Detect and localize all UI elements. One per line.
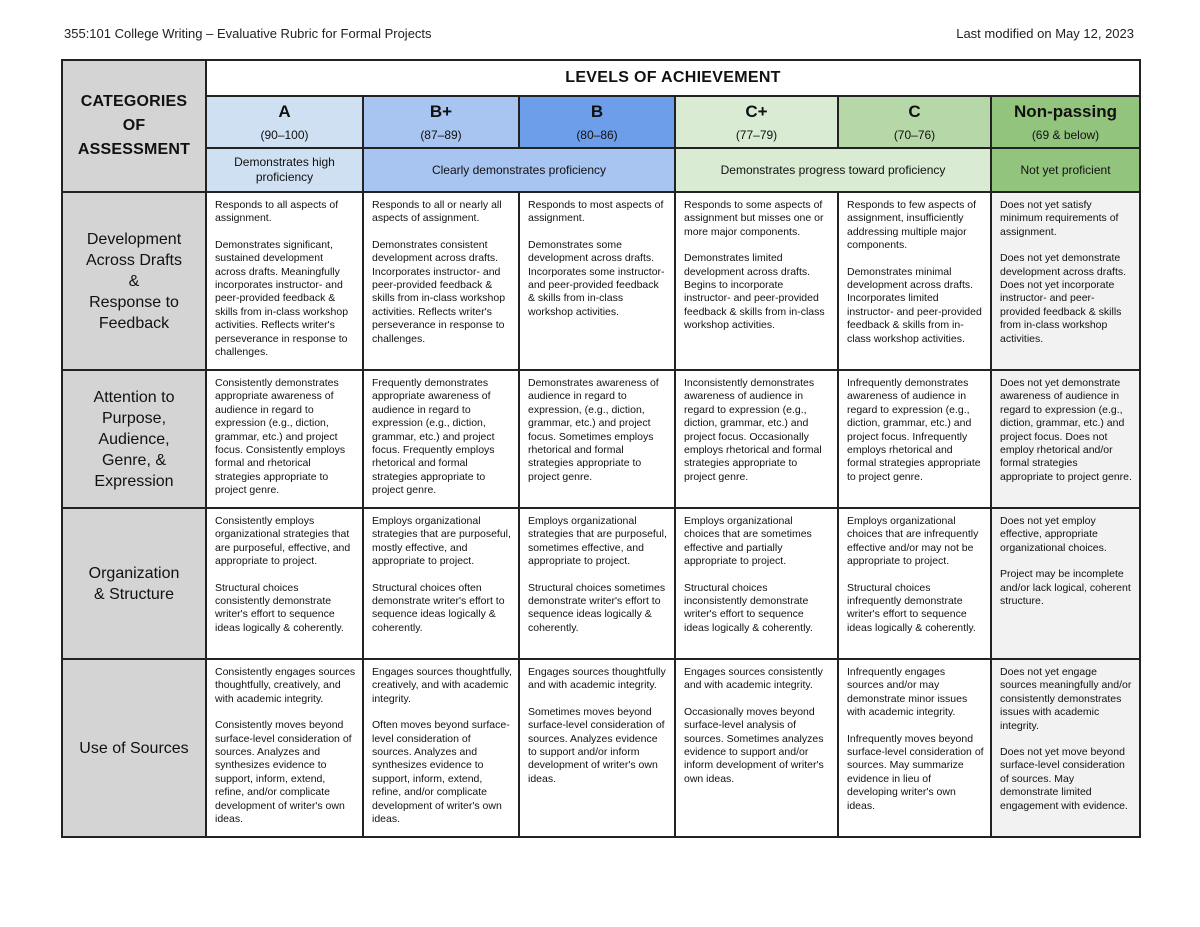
descriptor-c: Demonstrates progress toward proficiency <box>675 148 991 192</box>
rubric-cell-text: Does not yet move beyond surface-level consideration of sources. May demonstrate limited engagement with evidence. <box>1000 746 1128 812</box>
rubric-cell-text: Structural choices infrequently demonstrate writer's effort to sequence ideas logically & coherently. <box>847 581 976 634</box>
rubric-row <box>62 192 1140 370</box>
rubric-cell-text: Consistently moves beyond surface-level consideration of sources. Analyzes and synthesizes evidence to support, inform, extend, refine, and/or complicate development of writer's own ideas. <box>215 719 352 826</box>
rubric-cell-text: Does not yet engage sources meaningfully and/or consistently demonstrates issues with academic integrity. <box>1000 666 1132 732</box>
rubric-cell-text: Does not yet demonstrate awareness of audience in regard to expression (e.g., diction, grammar, etc.) and project focus. Does not employ rhetorical and/or formal strategies appropriate to project genre. <box>1000 377 1132 483</box>
rubric-cell <box>519 508 675 659</box>
rubric-cell-text: Does not yet employ effective, appropriate organizational choices. <box>1000 515 1107 554</box>
grade-letter: C+ <box>745 102 768 121</box>
rubric-cell-text: Demonstrates awareness of audience in regard to expression, (e.g., diction, grammar, etc.) and project focus. Sometimes employs rhetorical and formal strategies appropriate to project genre. <box>528 377 659 483</box>
grade-header-c-plus <box>675 96 838 148</box>
rubric-cell-text: Employs organizational strategies that are purposeful, mostly effective, and appropriate to project. <box>372 515 511 568</box>
rubric-cell <box>991 192 1140 370</box>
row-category-line: Purpose, <box>101 409 167 427</box>
row-category-line: Audience, <box>98 430 170 448</box>
rubric-cell-text: Responds to all aspects of assignment. <box>215 199 339 225</box>
rubric-cell-text: Engages sources consistently and with academic integrity. <box>684 666 823 692</box>
rubric-cell-text: Structural choices inconsistently demonstrate writer's effort to sequence ideas logically & coherently. <box>684 581 813 634</box>
rubric-cell-text: Demonstrates minimal development across drafts. Incorporates limited instructor- and peer-provided feedback & skills from in-class workshop activities. <box>847 265 982 345</box>
rubric-cell-text: Responds to all or nearly all aspects of assignment. <box>372 199 502 225</box>
row-category <box>62 508 206 659</box>
rubric-cell <box>675 659 838 837</box>
grade-range: (70–76) <box>893 128 936 142</box>
rubric-cell-text: Frequently demonstrates appropriate awareness of audience in regard to expression (e.g., diction, grammar, etc.) and project focus. Frequently employs rhetorical and formal strategies appropriate to project genre. <box>372 377 495 497</box>
rubric-cell-text: Employs organizational strategies that are purposeful, sometimes effective, and appropriate to project. <box>528 515 667 568</box>
row-category-line: & <box>128 272 140 290</box>
categories-heading-line-2: OF <box>122 117 146 134</box>
grade-letter: C <box>908 102 921 121</box>
rubric-cell-text: Infrequently demonstrates awareness of audience in regard to expression (e.g., diction, grammar, etc.) and project focus. Infrequently employs rhetorical and formal strategies appropriate to project genre. <box>847 377 981 483</box>
categories-heading-line-1: CATEGORIES <box>80 93 188 110</box>
rubric-cell <box>519 192 675 370</box>
grade-range: (69 & below) <box>1031 128 1100 142</box>
rubric-cell <box>363 192 519 370</box>
rubric-cell-text: Consistently engages sources thoughtfully, creatively, and with academic integrity. <box>215 666 356 705</box>
grade-header-a <box>206 96 363 148</box>
row-category-line: Attention to <box>93 388 175 406</box>
grade-header-b <box>519 96 675 148</box>
rubric-cell-text: Structural choices consistently demonstrate writer's effort to sequence ideas logically & coherently. <box>215 581 344 634</box>
row-category <box>62 659 206 837</box>
descriptor-b: Clearly demonstrates proficiency <box>363 148 675 192</box>
rubric-cell-text: Project may be incomplete and/or lack logical, coherent structure. <box>1000 568 1131 608</box>
rubric-cell-text: Sometimes moves beyond surface-level consideration of sources. Analyzes evidence to support and/or inform development of writer's own ideas. <box>528 705 665 785</box>
levels-heading <box>206 60 1140 96</box>
rubric-cell <box>838 370 991 508</box>
last-modified: Last modified on May 12, 2023 <box>956 26 1134 41</box>
rubric-cell <box>675 508 838 659</box>
rubric-cell-text: Engages sources thoughtfully and with academic integrity. <box>528 666 666 692</box>
row-category-line: Genre, & <box>101 451 167 469</box>
grade-letter: B <box>590 102 604 121</box>
grade-range: (77–79) <box>735 128 778 142</box>
rubric-row <box>62 370 1140 508</box>
row-category <box>62 370 206 508</box>
rubric-table <box>61 59 1141 838</box>
rubric-cell-text: Occasionally moves beyond surface-level analysis of sources. Sometimes analyzes evidence to support and/or inform development of writer's own ideas. <box>684 705 824 785</box>
rubric-cell <box>675 370 838 508</box>
grade-range: (87–89) <box>420 128 462 142</box>
rubric-cell <box>838 508 991 659</box>
grade-letter: Non-passing <box>1014 102 1117 121</box>
rubric-cell <box>519 659 675 837</box>
grade-letter: A <box>278 102 291 121</box>
row-category-line: Use of Sources <box>79 739 189 757</box>
grade-header-non-passing <box>991 96 1140 148</box>
row-category-line: Development <box>86 230 182 248</box>
descriptor-a: Demonstrates high proficiency <box>206 148 363 192</box>
row-category-line: Feedback <box>98 314 170 332</box>
row-category-line: Across Drafts <box>85 251 182 269</box>
rubric-cell <box>675 192 838 370</box>
rubric-cell-text: Demonstrates significant, sustained development across drafts. Meaningfully incorporates instructor- and peer-provided feedback & skills from in-class workshop activities. Reflects writer's perseverance in response to challenges. <box>215 238 349 359</box>
rubric-cell-text: Inconsistently demonstrates awareness of audience in regard to expression (e.g., diction, grammar, etc.) and project focus. Occasionally employs rhetorical and formal strategies appropriate to project genre. <box>684 377 822 483</box>
rubric-cell <box>838 192 991 370</box>
rubric-cell <box>838 659 991 837</box>
rubric-row <box>62 508 1140 659</box>
rubric-cell <box>991 370 1140 508</box>
row-category-line: Organization <box>88 564 180 582</box>
categories-heading <box>62 60 206 192</box>
rubric-cell-text: Employs organizational choices that are sometimes effective and partially appropriate to project. <box>684 515 812 568</box>
rubric-cell-text: Structural choices sometimes demonstrate writer's effort to sequence ideas logically & coherently. <box>528 581 666 634</box>
rubric-cell-text: Demonstrates limited development across drafts. Begins to incorporate instructor- and peer-provided feedback & skills from in-class workshop activities. <box>684 252 825 332</box>
grade-range: (90–100) <box>260 128 309 142</box>
rubric-row <box>62 659 1140 837</box>
rubric-cell <box>991 508 1140 659</box>
rubric-cell-text: Employs organizational choices that are infrequently effective and/or may not be appropriate to project. <box>847 515 979 568</box>
row-category-line: Response to <box>89 293 179 311</box>
rubric-cell-text: Demonstrates consistent development across drafts. Incorporates instructor- and peer-provided feedback & skills from in-class workshop activities. Reflects writer's perseverance in response to challenges. <box>372 238 506 345</box>
rubric-cell-text: Does not yet demonstrate development across drafts. Does not yet incorporate instructor- and peer-provided feedback & skills from in-class workshop activities. <box>1000 252 1127 345</box>
rubric-cell-text: Infrequently engages sources and/or may demonstrate minor issues with academic integrity. <box>847 666 968 719</box>
rubric-cell-text: Often moves beyond surface-level consideration of sources. Analyzes and synthesizes evidence to support, inform, extend, refine, and/or complicate development of writer's own ideas. <box>372 719 510 826</box>
row-category-line: & Structure <box>93 585 175 603</box>
row-category <box>62 192 206 370</box>
rubric-cell-text: Responds to most aspects of assignment. <box>528 199 664 225</box>
rubric-cell <box>206 659 363 837</box>
rubric-cell <box>363 370 519 508</box>
rubric-cell-text: Does not yet satisfy minimum requirements of assignment. <box>1000 199 1119 238</box>
rubric-cell-text: Demonstrates some development across drafts. Incorporates some instructor- and peer-provided feedback & skills from in-class workshop activities. <box>528 238 665 318</box>
rubric-cell <box>206 370 363 508</box>
grade-range: (80–86) <box>576 128 618 142</box>
grade-header-c <box>838 96 991 148</box>
rubric-cell <box>206 192 363 370</box>
descriptor-non-passing: Not yet proficient <box>991 148 1140 192</box>
levels-heading-text: LEVELS OF ACHIEVEMENT <box>565 69 781 86</box>
rubric-cell <box>206 508 363 659</box>
rubric-cell-text: Consistently demonstrates appropriate awareness of audience in regard to expression (e.g., diction, grammar, etc.) and project focus. Consistently employs formal and rhetorical strategies appropriate to project genre. <box>215 377 346 497</box>
rubric-cell <box>363 508 519 659</box>
rubric-cell-text: Responds to few aspects of assignment, insufficiently addressing multiple major components. <box>847 199 976 252</box>
rubric-body <box>62 192 1140 837</box>
rubric-cell-text: Consistently employs organizational strategies that are purposeful, effective, and appropriate to project. <box>215 515 351 568</box>
rubric-cell <box>991 659 1140 837</box>
document-title: 355:101 College Writing – Evaluative Rubric for Formal Projects <box>64 26 432 41</box>
rubric-cell <box>519 370 675 508</box>
row-category-line: Expression <box>94 472 174 490</box>
rubric-cell-text: Engages sources thoughtfully, creatively, and with academic integrity. <box>372 666 512 705</box>
categories-heading-line-3: ASSESSMENT <box>77 141 191 158</box>
rubric-cell-text: Structural choices often demonstrate writer's effort to sequence ideas logically & coherently. <box>372 581 505 634</box>
grade-header-b-plus <box>363 96 519 148</box>
grade-letter: B+ <box>429 102 453 121</box>
rubric-cell-text: Infrequently moves beyond surface-level consideration of sources. May summarize evidence in lieu of developing writer's own ideas. <box>847 732 984 812</box>
rubric-cell <box>363 659 519 837</box>
grade-row <box>62 96 1140 148</box>
descriptor-row <box>62 148 1140 192</box>
rubric-cell-text: Responds to some aspects of assignment but misses one or more major components. <box>684 199 824 238</box>
